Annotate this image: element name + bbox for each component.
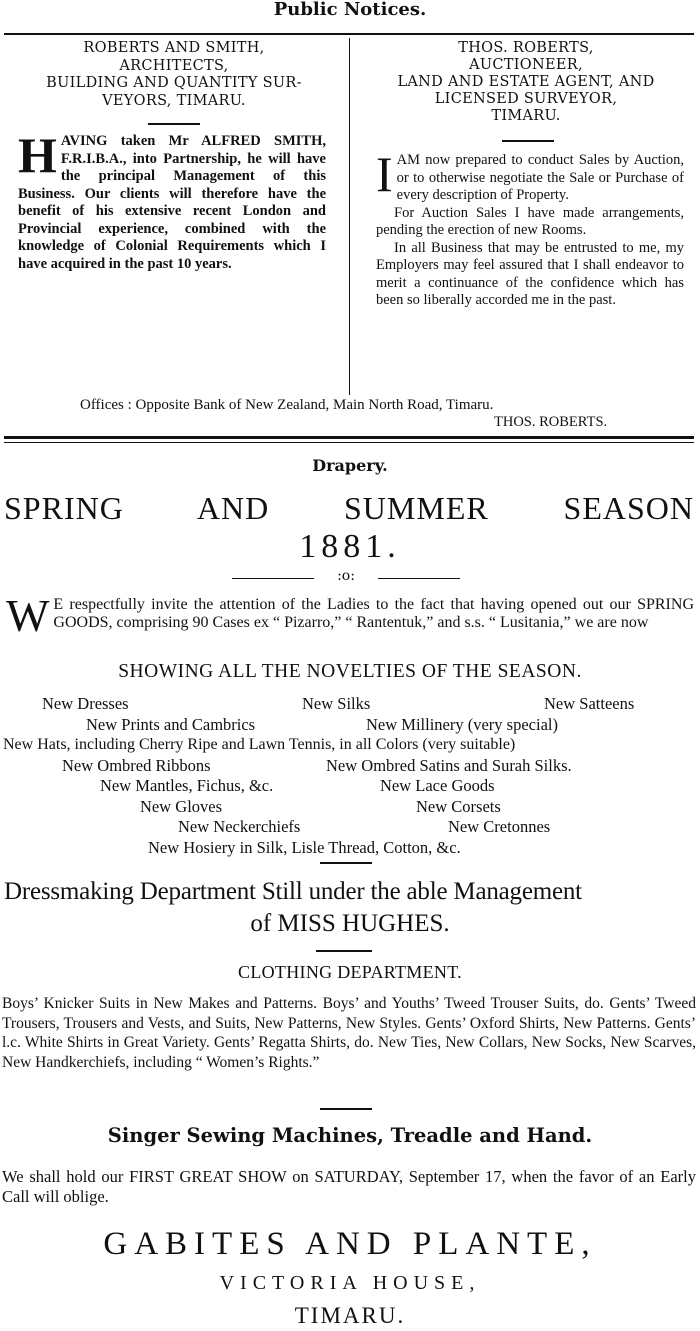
right-ad-p1: AM now prepared to conduct Sales by Auction, or to otherwise negotiate the Sale or Purchase of every description of Property. bbox=[396, 152, 684, 203]
left-ad-body bbox=[18, 127, 326, 273]
firm-name: GABITES AND PLANTE, bbox=[103, 1226, 597, 1262]
heading-line: LICENSED SURVEYOR, bbox=[434, 91, 618, 107]
list-row bbox=[0, 776, 700, 797]
heading-line: LAND AND ESTATE AGENT, AND bbox=[397, 74, 655, 90]
left-ad-heading bbox=[6, 40, 342, 110]
novelties-list bbox=[0, 694, 700, 858]
list-item: New Millinery (very special) bbox=[366, 714, 558, 734]
show-notice: We shall hold our FIRST GREAT SHOW on SATURDAY, September 17, when the favor of an Early Call will oblige. bbox=[2, 1167, 696, 1206]
short-rule bbox=[148, 123, 200, 125]
column-divider bbox=[349, 38, 350, 395]
list-item: New Lace Goods bbox=[380, 776, 495, 795]
dressmaking-line2: of MISS HUGHES. bbox=[250, 910, 450, 937]
short-rule bbox=[502, 140, 554, 142]
short-rule bbox=[320, 862, 372, 864]
clothing-body: Boys’ Knicker Suits in New Makes and Patterns. Boys’ and Youths’ Tweed Trouser Suits, do. Gents’ Tweed Trousers, Trousers and Vests, and Suits, New Patterns, New Styles. Gents’ Oxford Shirts, New Patterns. Gents’ l.c. White Shirts in Great Variety. Gents’ Regatta Shirts, do. New Ties, New Collars, New Socks, New Scarves, New Handkerchiefs, including “ Women’s Rights.” bbox=[2, 995, 696, 1071]
dressmaking-line1: Dressmaking Department Still under the able Management bbox=[4, 878, 582, 905]
list-row bbox=[0, 756, 700, 777]
list-row bbox=[0, 838, 700, 859]
dropcap: I bbox=[376, 146, 393, 202]
showing-line: SHOWING ALL THE NOVELTIES OF THE SEASON. bbox=[118, 661, 582, 682]
section-rule bbox=[4, 436, 694, 439]
list-item: New Prints and Cambrics bbox=[86, 714, 256, 734]
list-item: New Cretonnes bbox=[448, 817, 551, 836]
dropcap: W bbox=[6, 590, 50, 641]
clothing-title: CLOTHING DEPARTMENT. bbox=[238, 962, 462, 982]
drapery-year: 1881. bbox=[299, 528, 401, 565]
list-item: New Ombred Satins and Surah Silks. bbox=[326, 755, 572, 775]
dropcap: H bbox=[18, 127, 57, 183]
list-row bbox=[0, 735, 700, 756]
right-ad-body bbox=[376, 146, 684, 310]
left-ad-text: AVING taken Mr ALFRED SMITH, F.R.I.B.A., into Partnership, he will have the principal Management of this Business. Our clients will therefore have the benefit of his extensive recent London and Provincial experience, combined with the knowledge of Colonial Requirements which I have acquired in the past 10 years. bbox=[18, 133, 326, 272]
singer-line: Singer Sewing Machines, Treadle and Hand. bbox=[107, 1124, 593, 1147]
list-item: New Corsets bbox=[416, 796, 501, 816]
house-name: VICTORIA HOUSE, bbox=[219, 1272, 481, 1294]
heading-line: ROBERTS AND SMITH, bbox=[83, 40, 265, 56]
section-title-drapery: Drapery. bbox=[312, 456, 388, 475]
list-row bbox=[0, 797, 700, 818]
offices-line: Offices : Opposite Bank of New Zealand, Main North Road, Timaru. bbox=[80, 397, 494, 413]
drapery-headline: SPRING AND SUMMER SEASON bbox=[4, 490, 694, 526]
section-title-public-notices: Public Notices. bbox=[273, 0, 427, 20]
heading-line: BUILDING AND QUANTITY SUR- bbox=[46, 75, 302, 91]
right-ad-p2: For Auction Sales I have made arrangements, pending the erection of new Rooms. bbox=[376, 204, 684, 238]
short-rule bbox=[320, 1108, 372, 1110]
heading-line: VEYORS, TIMARU. bbox=[102, 92, 246, 109]
list-item: New Silks bbox=[302, 694, 371, 713]
heading-line: TIMARU. bbox=[491, 108, 561, 124]
divider-ornament: :o: bbox=[337, 568, 355, 584]
divider-line-left bbox=[232, 578, 314, 579]
right-ad-p3: In all Business that may be entrusted to me, my Employers may feel assured that I shall endeavor to merit a continuance of the confidence which has been so liberally accorded me in the past. bbox=[376, 239, 684, 308]
drapery-intro bbox=[6, 590, 694, 641]
list-row bbox=[0, 694, 700, 715]
right-ad-heading bbox=[356, 40, 696, 125]
heading-line: AUCTIONEER, bbox=[469, 57, 583, 73]
top-rule bbox=[4, 33, 694, 35]
short-rule bbox=[316, 950, 372, 952]
list-item: New Mantles, Fichus, &c. bbox=[100, 776, 274, 795]
list-item: New Dresses bbox=[42, 694, 129, 713]
drapery-intro-text: E respectfully invite the attention of the Ladies to the fact that having opened out our SPRING GOODS, comprising 90 Cases ex “ Pizarro,” “ Rantentuk,” and s.s. “ Lusitania,” we are now bbox=[53, 596, 694, 631]
list-item: New Hats, including Cherry Ripe and Lawn Tennis, in all Colors (very suitable) bbox=[3, 736, 516, 753]
divider-line-right bbox=[378, 578, 460, 579]
list-item: New Gloves bbox=[140, 796, 223, 816]
list-row bbox=[0, 817, 700, 838]
list-item: New Satteens bbox=[544, 694, 635, 713]
section-rule-thin bbox=[4, 442, 694, 443]
town-name: TIMARU. bbox=[294, 1303, 406, 1328]
heading-line: THOS. ROBERTS, bbox=[458, 40, 594, 56]
heading-line: ARCHITECTS, bbox=[119, 57, 229, 74]
list-item: New Hosiery in Silk, Lisle Thread, Cotton, &c. bbox=[148, 837, 461, 857]
list-item: New Ombred Ribbons bbox=[62, 755, 211, 775]
signature: THOS. ROBERTS. bbox=[494, 414, 608, 430]
list-row bbox=[0, 715, 700, 736]
list-item: New Neckerchiefs bbox=[178, 817, 301, 836]
